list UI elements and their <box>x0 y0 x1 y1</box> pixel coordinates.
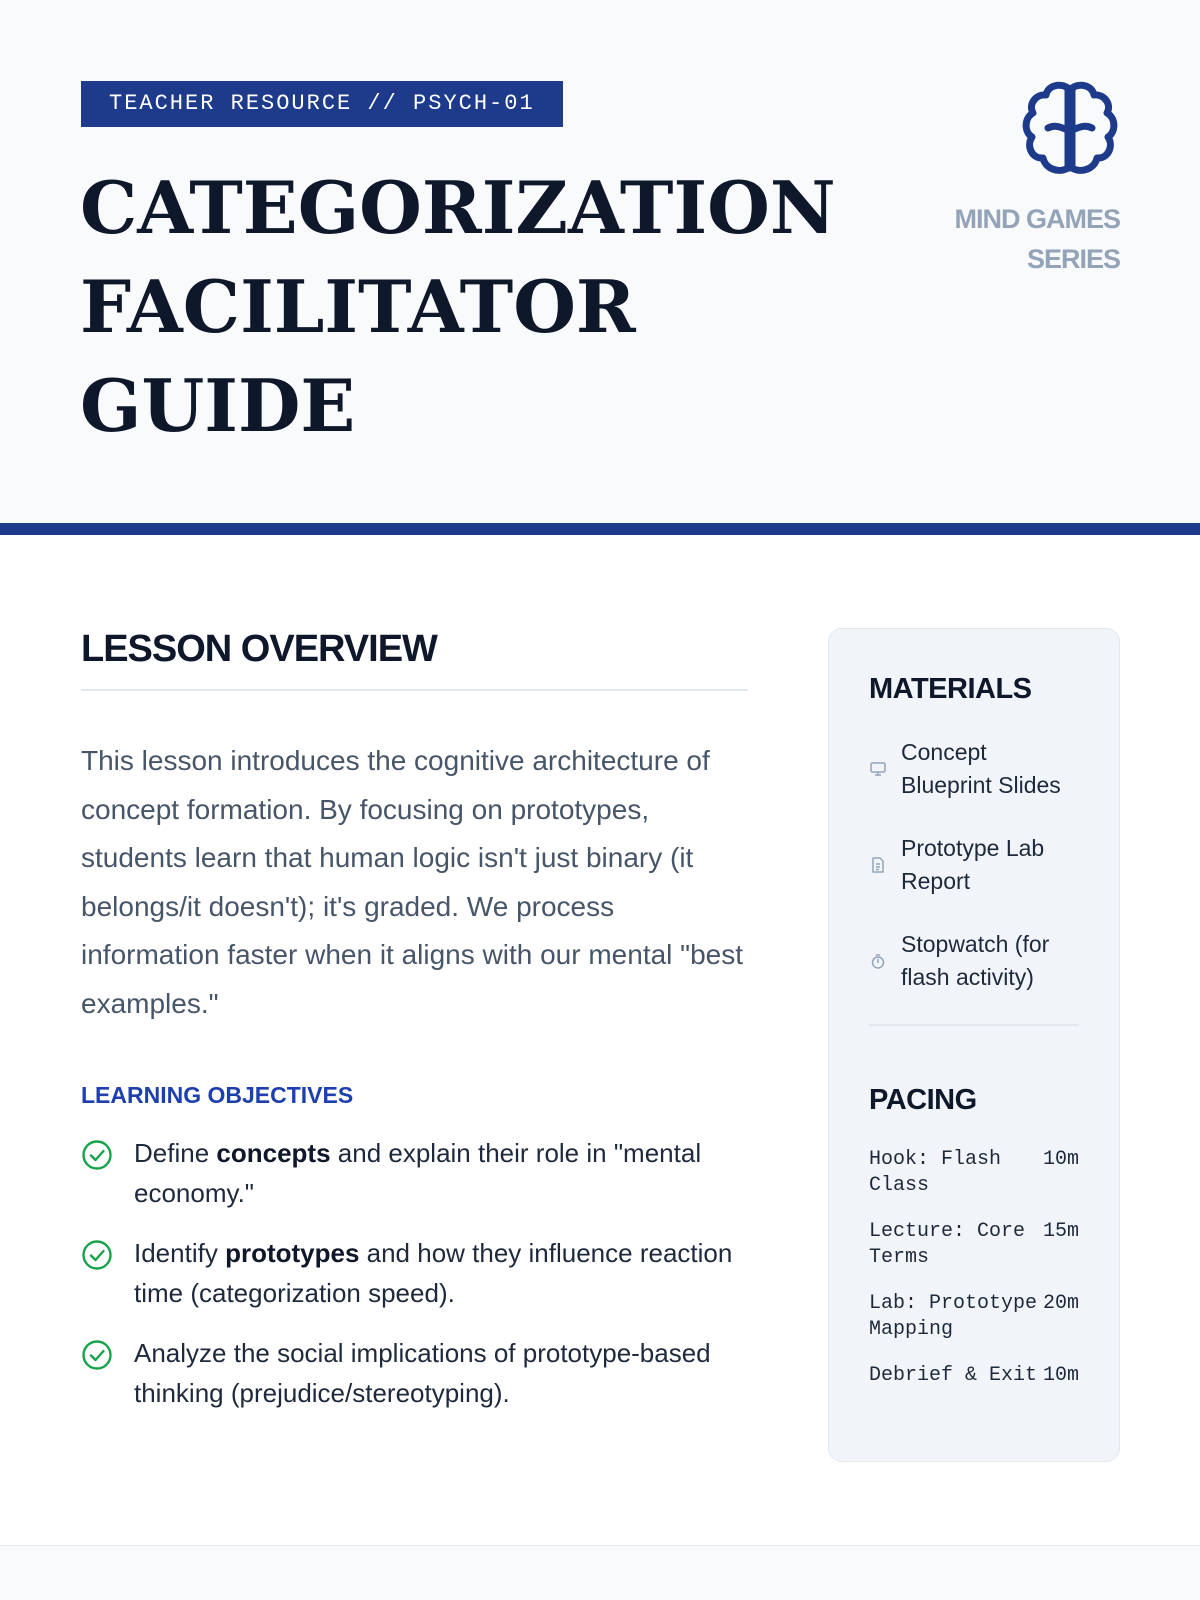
title-line: FACILITATOR <box>80 264 636 349</box>
materials-heading: MATERIALS <box>869 673 1032 705</box>
brand-name <box>880 199 1120 279</box>
objective-item <box>81 1233 748 1313</box>
page-title <box>80 158 840 455</box>
material-item <box>869 928 1079 994</box>
title-line: CATEGORIZATION <box>80 165 836 250</box>
pacing-label: Debrief & Exit <box>869 1364 1038 1387</box>
brand <box>880 80 1120 279</box>
header <box>0 0 1200 535</box>
check-circle-icon <box>81 1239 113 1271</box>
brand-line: MIND GAMES <box>954 204 1120 234</box>
materials-list <box>869 736 1079 994</box>
objective-text: Identify prototypes and how they influence reaction time (categorization speed). <box>134 1238 733 1308</box>
objectives-list <box>81 1133 748 1413</box>
overview-lead: This lesson introduces the cognitive architecture of concept formation. By focusing on prototypes, students learn that human logic isn't just binary (it belongs/it doesn't); it's graded. We process information faster when it aligns with our mental "best examples." <box>81 745 744 1019</box>
check-circle-icon <box>81 1339 113 1371</box>
pacing-time: 20m <box>1042 1292 1079 1315</box>
material-item <box>869 832 1079 898</box>
material-label: Prototype Lab Report <box>901 835 1045 894</box>
brand-line: SERIES <box>1026 244 1120 274</box>
sidebar-divider <box>869 1024 1079 1026</box>
objective-item <box>81 1133 748 1213</box>
material-item <box>869 736 1079 802</box>
material-label: Concept Blueprint Slides <box>901 739 1061 798</box>
pacing-time: 10m <box>1042 1364 1079 1387</box>
sidebar-card <box>828 628 1120 1462</box>
pacing-row <box>869 1363 1079 1389</box>
brain-icon <box>1020 80 1120 180</box>
resource-tag: TEACHER RESOURCE // PSYCH-01 <box>81 81 563 127</box>
objective-item <box>81 1333 748 1413</box>
material-label: Stopwatch (for flash activity) <box>901 931 1050 990</box>
title-line: GUIDE <box>80 363 356 448</box>
overview-heading: LESSON OVERVIEW <box>81 628 748 691</box>
objective-text: Define concepts and explain their role in "mental economy." <box>134 1138 702 1208</box>
check-circle-icon <box>81 1139 113 1171</box>
pacing-heading: PACING <box>869 1084 977 1116</box>
pacing-label: Lecture: Core Terms <box>869 1220 1026 1269</box>
document-icon <box>869 856 887 874</box>
pacing-label: Hook: Flash Class <box>869 1148 1002 1197</box>
objectives-heading: LEARNING OBJECTIVES <box>81 1082 354 1108</box>
pacing-row <box>869 1219 1079 1271</box>
monitor-icon <box>869 760 887 778</box>
lesson-overview <box>81 628 748 1433</box>
stopwatch-icon <box>869 952 887 970</box>
pacing-row <box>869 1291 1079 1343</box>
pacing-time: 15m <box>1042 1220 1079 1243</box>
pacing-row <box>869 1147 1079 1199</box>
pacing-time: 10m <box>1042 1148 1079 1171</box>
objective-text: Analyze the social implications of prototype-based thinking (prejudice/stereotyping). <box>134 1338 711 1408</box>
pacing-label: Lab: Prototype Mapping <box>869 1292 1038 1341</box>
footer-band <box>0 1545 1200 1600</box>
pacing-list <box>869 1147 1079 1389</box>
